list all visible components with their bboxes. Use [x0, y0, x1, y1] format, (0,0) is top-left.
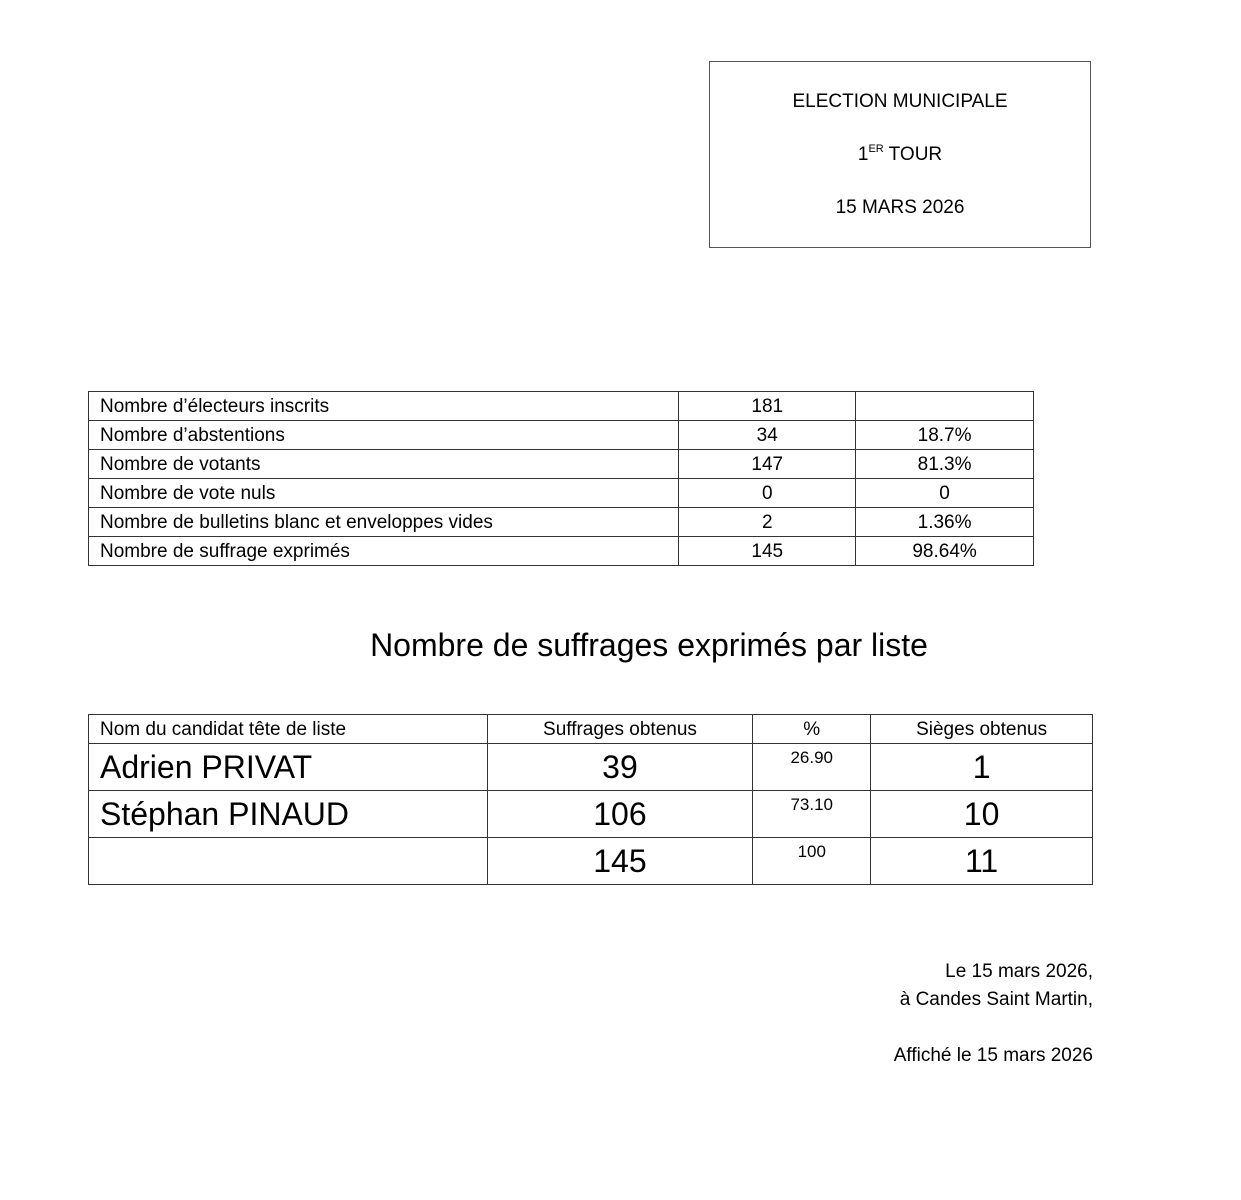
stat-label: Nombre d’électeurs inscrits: [89, 392, 679, 421]
stat-value: 34: [679, 421, 856, 450]
stat-label: Nombre de votants: [89, 450, 679, 479]
total-seats: 11: [871, 838, 1093, 885]
table-row: [89, 421, 1034, 450]
candidate-votes: 106: [487, 791, 753, 838]
footer-date-line: Le 15 mars 2026,: [945, 961, 1093, 982]
header-seats: Sièges obtenus: [871, 715, 1093, 744]
candidate-percent: 26.90: [753, 744, 871, 791]
stat-percent: [856, 392, 1034, 421]
stat-percent: 98.64%: [856, 537, 1034, 566]
stat-value: 145: [679, 537, 856, 566]
participation-table: [88, 391, 1034, 566]
table-header-row: [89, 715, 1093, 744]
stat-label: Nombre de suffrage exprimés: [89, 537, 679, 566]
results-table: [88, 714, 1093, 885]
table-row: [89, 508, 1034, 537]
table-row: [89, 537, 1034, 566]
candidate-seats: 1: [871, 744, 1093, 791]
candidate-name: Adrien PRIVAT: [89, 744, 488, 791]
stat-percent: 81.3%: [856, 450, 1034, 479]
stat-value: 181: [679, 392, 856, 421]
total-votes: 145: [487, 838, 753, 885]
table-row: [89, 450, 1034, 479]
stat-value: 2: [679, 508, 856, 537]
candidate-name: Stéphan PINAUD: [89, 791, 488, 838]
round-word: TOUR: [888, 144, 943, 165]
totals-row: [89, 838, 1093, 885]
candidate-seats: 10: [871, 791, 1093, 838]
election-date: 15 MARS 2026: [835, 197, 965, 218]
header-candidate: Nom du candidat tête de liste: [89, 715, 488, 744]
candidate-percent: 73.10: [753, 791, 871, 838]
stat-label: Nombre d’abstentions: [89, 421, 679, 450]
stat-percent: 0: [856, 479, 1034, 508]
stat-percent: 18.7%: [856, 421, 1034, 450]
header-percent: %: [753, 715, 871, 744]
election-title: ELECTION MUNICIPALE: [792, 91, 1008, 112]
stat-percent: 1.36%: [856, 508, 1034, 537]
election-round: [710, 144, 1090, 168]
stat-label: Nombre de bulletins blanc et enveloppes vides: [89, 508, 679, 537]
table-row: [89, 392, 1034, 421]
round-suffix: ER: [868, 143, 884, 155]
totals-label: [89, 838, 488, 885]
results-title: Nombre de suffrages exprimés par liste: [370, 627, 928, 663]
round-number: 1: [857, 144, 869, 165]
election-header-box: [709, 61, 1091, 248]
stat-value: 0: [679, 479, 856, 508]
footer-place-line: à Candes Saint Martin,: [899, 989, 1093, 1010]
total-percent: 100: [753, 838, 871, 885]
header-votes: Suffrages obtenus: [487, 715, 753, 744]
table-row: [89, 479, 1034, 508]
footer-posted-line: Affiché le 15 mars 2026: [893, 1045, 1093, 1066]
stat-value: 147: [679, 450, 856, 479]
table-row: [89, 744, 1093, 791]
stat-label: Nombre de vote nuls: [89, 479, 679, 508]
candidate-votes: 39: [487, 744, 753, 791]
table-row: [89, 791, 1093, 838]
